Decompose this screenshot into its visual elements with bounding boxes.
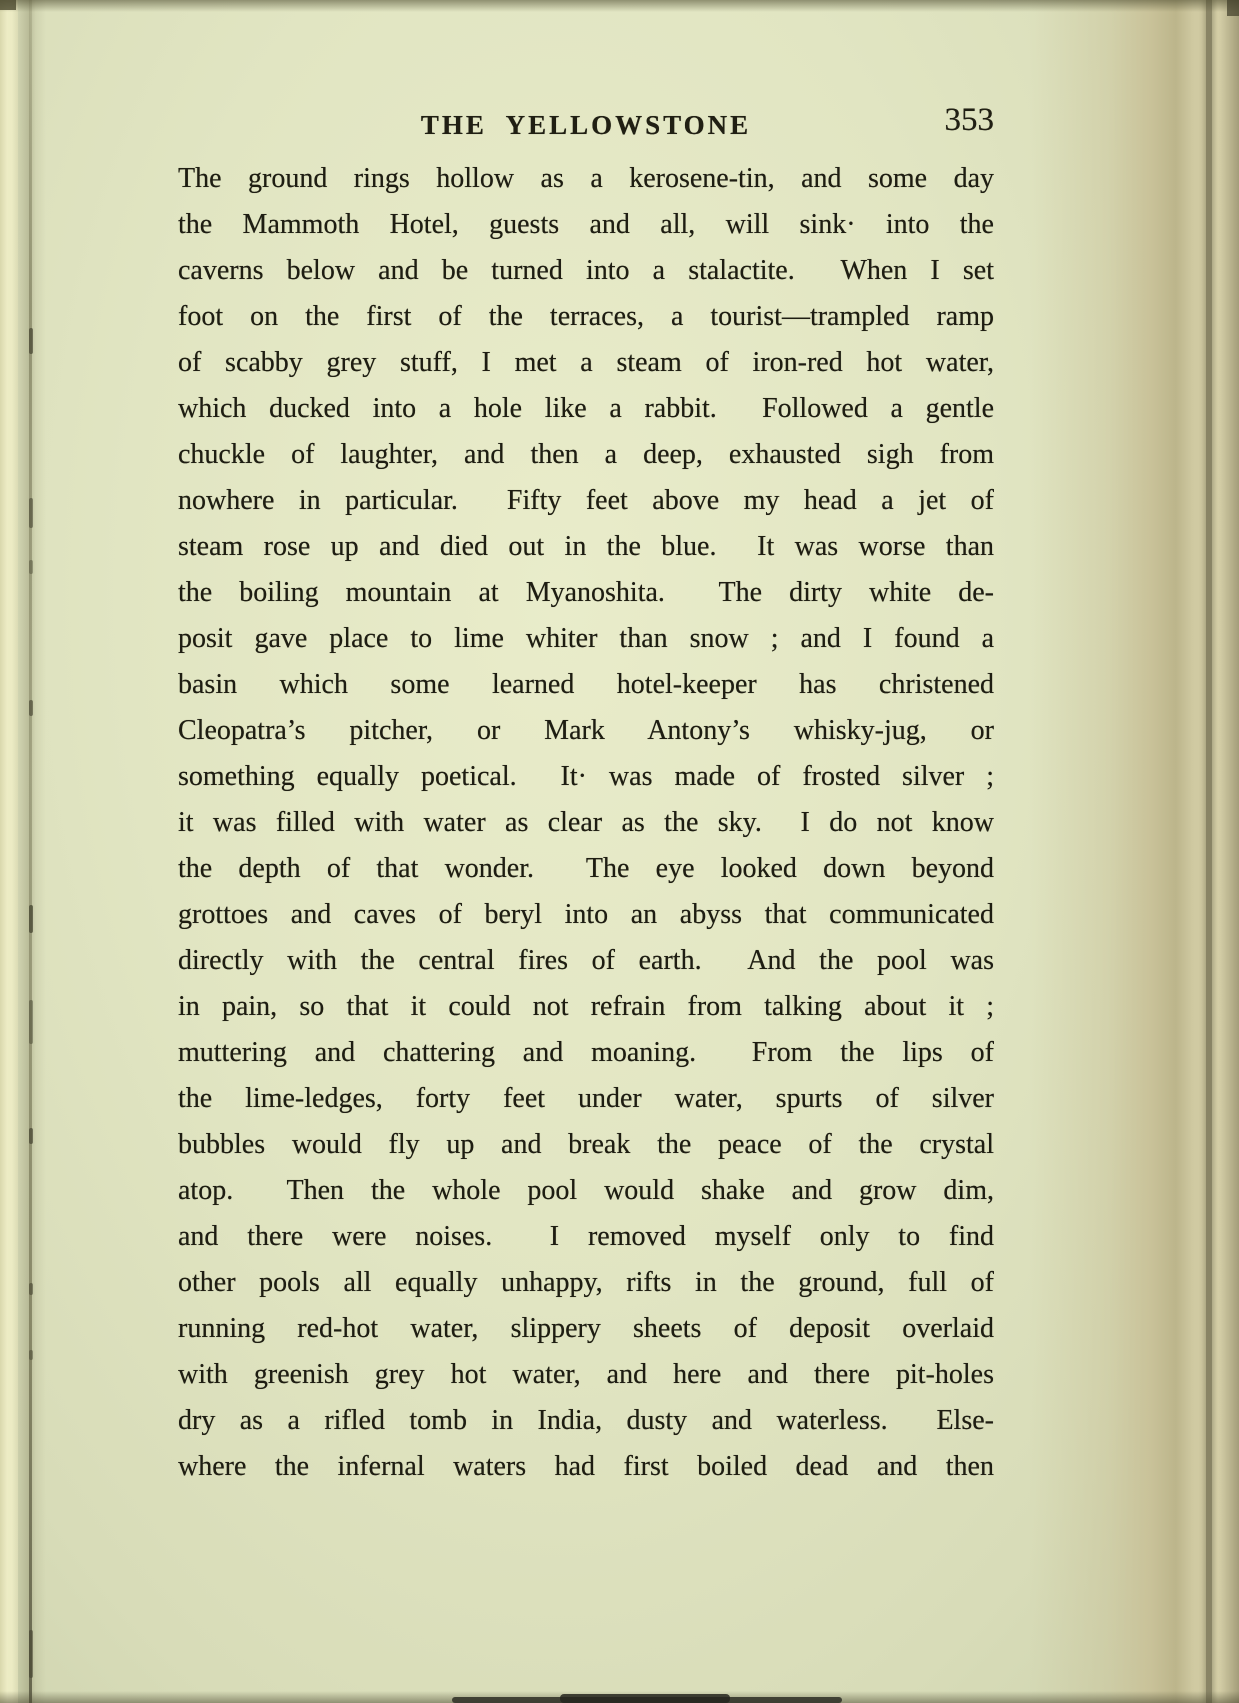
scan-artifact — [29, 905, 33, 933]
scan-artifact — [29, 1630, 33, 1678]
body-line: caverns below and be turned into a stalactite. When I set — [178, 255, 994, 286]
scan-top-shadow — [0, 0, 1239, 12]
body-line: the lime-ledges, forty feet under water, spurts of silver — [178, 1083, 994, 1114]
body-line: foot on the first of the terraces, a tourist—trampled ramp — [178, 301, 994, 332]
page-number: 353 — [944, 102, 994, 138]
body-line: where the infernal waters had first boiled dead and then — [178, 1451, 994, 1482]
body-line: in pain, so that it could not refrain from talking about it ; — [178, 991, 994, 1022]
body-line: bubbles would fly up and break the peace of the crystal — [178, 1129, 994, 1160]
body-line: and there were noises. I removed myself only to find — [178, 1221, 994, 1252]
scan-artifact — [29, 498, 33, 528]
page-right-crease — [1206, 0, 1212, 1703]
scan-corner-mark-top-left — [0, 0, 16, 10]
scan-artifact — [29, 1000, 33, 1044]
body-line: other pools all equally unhappy, rifts in the ground, full of — [178, 1267, 994, 1298]
gutter-crease-line — [29, 0, 32, 1703]
body-line: the Mammoth Hotel, guests and all, will sink· into the — [178, 209, 994, 240]
body-line: running red-hot water, slippery sheets of deposit overlaid — [178, 1313, 994, 1344]
body-line: steam rose up and died out in the blue. It was worse than — [178, 531, 994, 562]
scan-artifact — [29, 1128, 33, 1144]
scan-corner-mark-top-right — [1227, 0, 1239, 16]
body-line: muttering and chattering and moaning. From the lips of — [178, 1037, 994, 1068]
body-line: something equally poetical. It· was made of frosted silver ; — [178, 761, 994, 792]
scan-artifact — [29, 700, 33, 716]
body-line: nowhere in particular. Fifty feet above my head a jet of — [178, 485, 994, 516]
body-line: dry as a rifled tomb in India, dusty and waterless. Else- — [178, 1405, 994, 1436]
scan-artifact — [29, 1350, 33, 1360]
body-line: posit gave place to lime whiter than snow ; and I found a — [178, 623, 994, 654]
body-line: it was filled with water as clear as the sky. I do not know — [178, 807, 994, 838]
body-line: directly with the central fires of earth. And the pool was — [178, 945, 994, 976]
body-line: The ground rings hollow as a kerosene-tin, and some day — [178, 163, 994, 194]
body-line: with greenish grey hot water, and here and there pit-holes — [178, 1359, 994, 1390]
body-line: the depth of that wonder. The eye looked down beyond — [178, 853, 994, 884]
body-line: atop. Then the whole pool would shake and grow dim, — [178, 1175, 994, 1206]
body-line: of scabby grey stuff, I met a steam of iron-red hot water, — [178, 347, 994, 378]
body-line: the boiling mountain at Myanoshita. The dirty white de- — [178, 577, 994, 608]
body-line: grottoes and caves of beryl into an abyss that communicated — [178, 899, 994, 930]
body-line: basin which some learned hotel-keeper has christened — [178, 669, 994, 700]
body-line: chuckle of laughter, and then a deep, exhausted sigh from — [178, 439, 994, 470]
body-line: Cleopatra’s pitcher, or Mark Antony’s whisky-jug, or — [178, 715, 994, 746]
body-line: which ducked into a hole like a rabbit. Followed a gentle — [178, 393, 994, 424]
running-header-title: THE YELLOWSTONE — [420, 110, 752, 140]
scan-bottom-smudge-dark — [560, 1694, 730, 1703]
body-text — [178, 156, 994, 1490]
scan-artifact — [29, 560, 33, 574]
scan-artifact — [29, 328, 33, 354]
scan-artifact — [29, 1283, 33, 1295]
